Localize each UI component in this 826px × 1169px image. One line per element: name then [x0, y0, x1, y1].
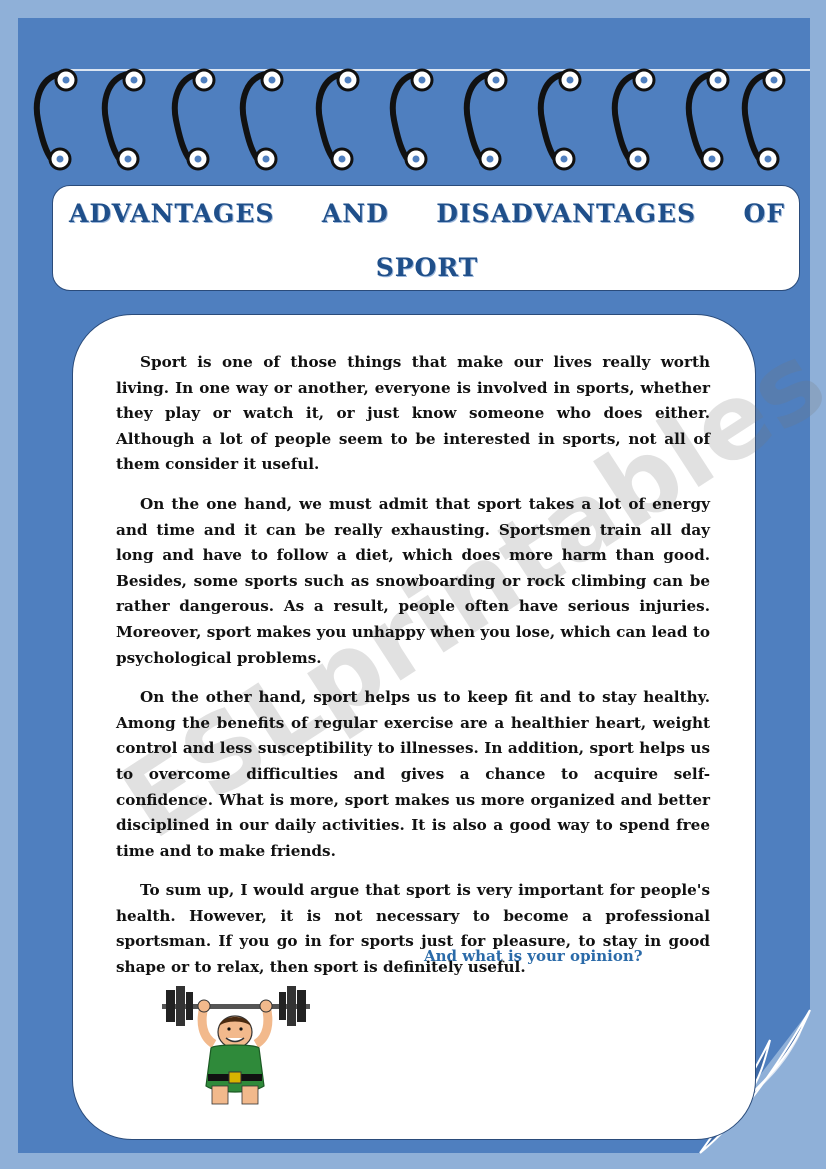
weightlifter-icon — [156, 982, 316, 1108]
title-line-2: SPORT — [375, 253, 479, 282]
spiral-ring-icon — [175, 70, 214, 169]
spiral-ring-icon — [467, 70, 506, 169]
title-word: ADVANTAGES — [69, 199, 275, 228]
opinion-question: And what is your opinion? — [424, 947, 643, 965]
spiral-ring-icon — [37, 70, 76, 169]
paragraph-conclusion: To sum up, I would argue that sport is very important for people's health. However, it is not necessary to become a professional sportsman. If you go in for sports just for pleasure, to stay in good shape or to relax, then sport is definitely useful. — [116, 881, 710, 977]
title-line-1 — [69, 199, 785, 228]
spiral-ring-icon — [393, 70, 432, 169]
title-word: OF — [743, 199, 785, 228]
paragraph-intro: Sport is one of those things that make our lives really worth living. In one way or another, everyone is involved in sports, whether they play or watch it, or just know someone who does either. Although a lot of people seem to be interested in sports, not all of them consider it useful. — [116, 353, 710, 474]
essay-text — [116, 350, 710, 995]
paragraph-disadvantages: On the one hand, we must admit that sport takes a lot of energy and time and it can be really exhausting. Sportsmen train all day long and have to follow a diet, which does more harm than good. Besides, some sports such as snowboarding or rock climbing can be rather dangerous. As a result, people often have serious injuries. Moreover, sport makes you unhappy when you lose, which can lead to psychological problems. — [116, 494, 710, 667]
spiral-ring-icon — [615, 70, 654, 169]
spiral-binding — [0, 55, 826, 185]
title-word: AND — [321, 199, 389, 228]
spiral-ring-icon — [319, 70, 358, 169]
spiral-ring-icon — [105, 70, 144, 169]
paragraph-advantages: On the other hand, sport helps us to keep fit and to stay healthy. Among the benefits of regular exercise are a healthier heart, weight control and less susceptibility to illnesses. In addition, sport helps us to overcome difficulties and gives a chance to acquire self-confidence. What is more, sport makes us more organized and better disciplined in our daily activities. It is also a good way to spend free time and to make friends. — [116, 688, 710, 860]
spiral-ring-icon — [541, 70, 580, 169]
title-box — [52, 185, 800, 291]
title-word: DISADVANTAGES — [436, 199, 697, 228]
spiral-ring-icon — [689, 70, 728, 169]
spiral-ring-icon — [243, 70, 282, 169]
spiral-ring-icon — [745, 70, 784, 169]
